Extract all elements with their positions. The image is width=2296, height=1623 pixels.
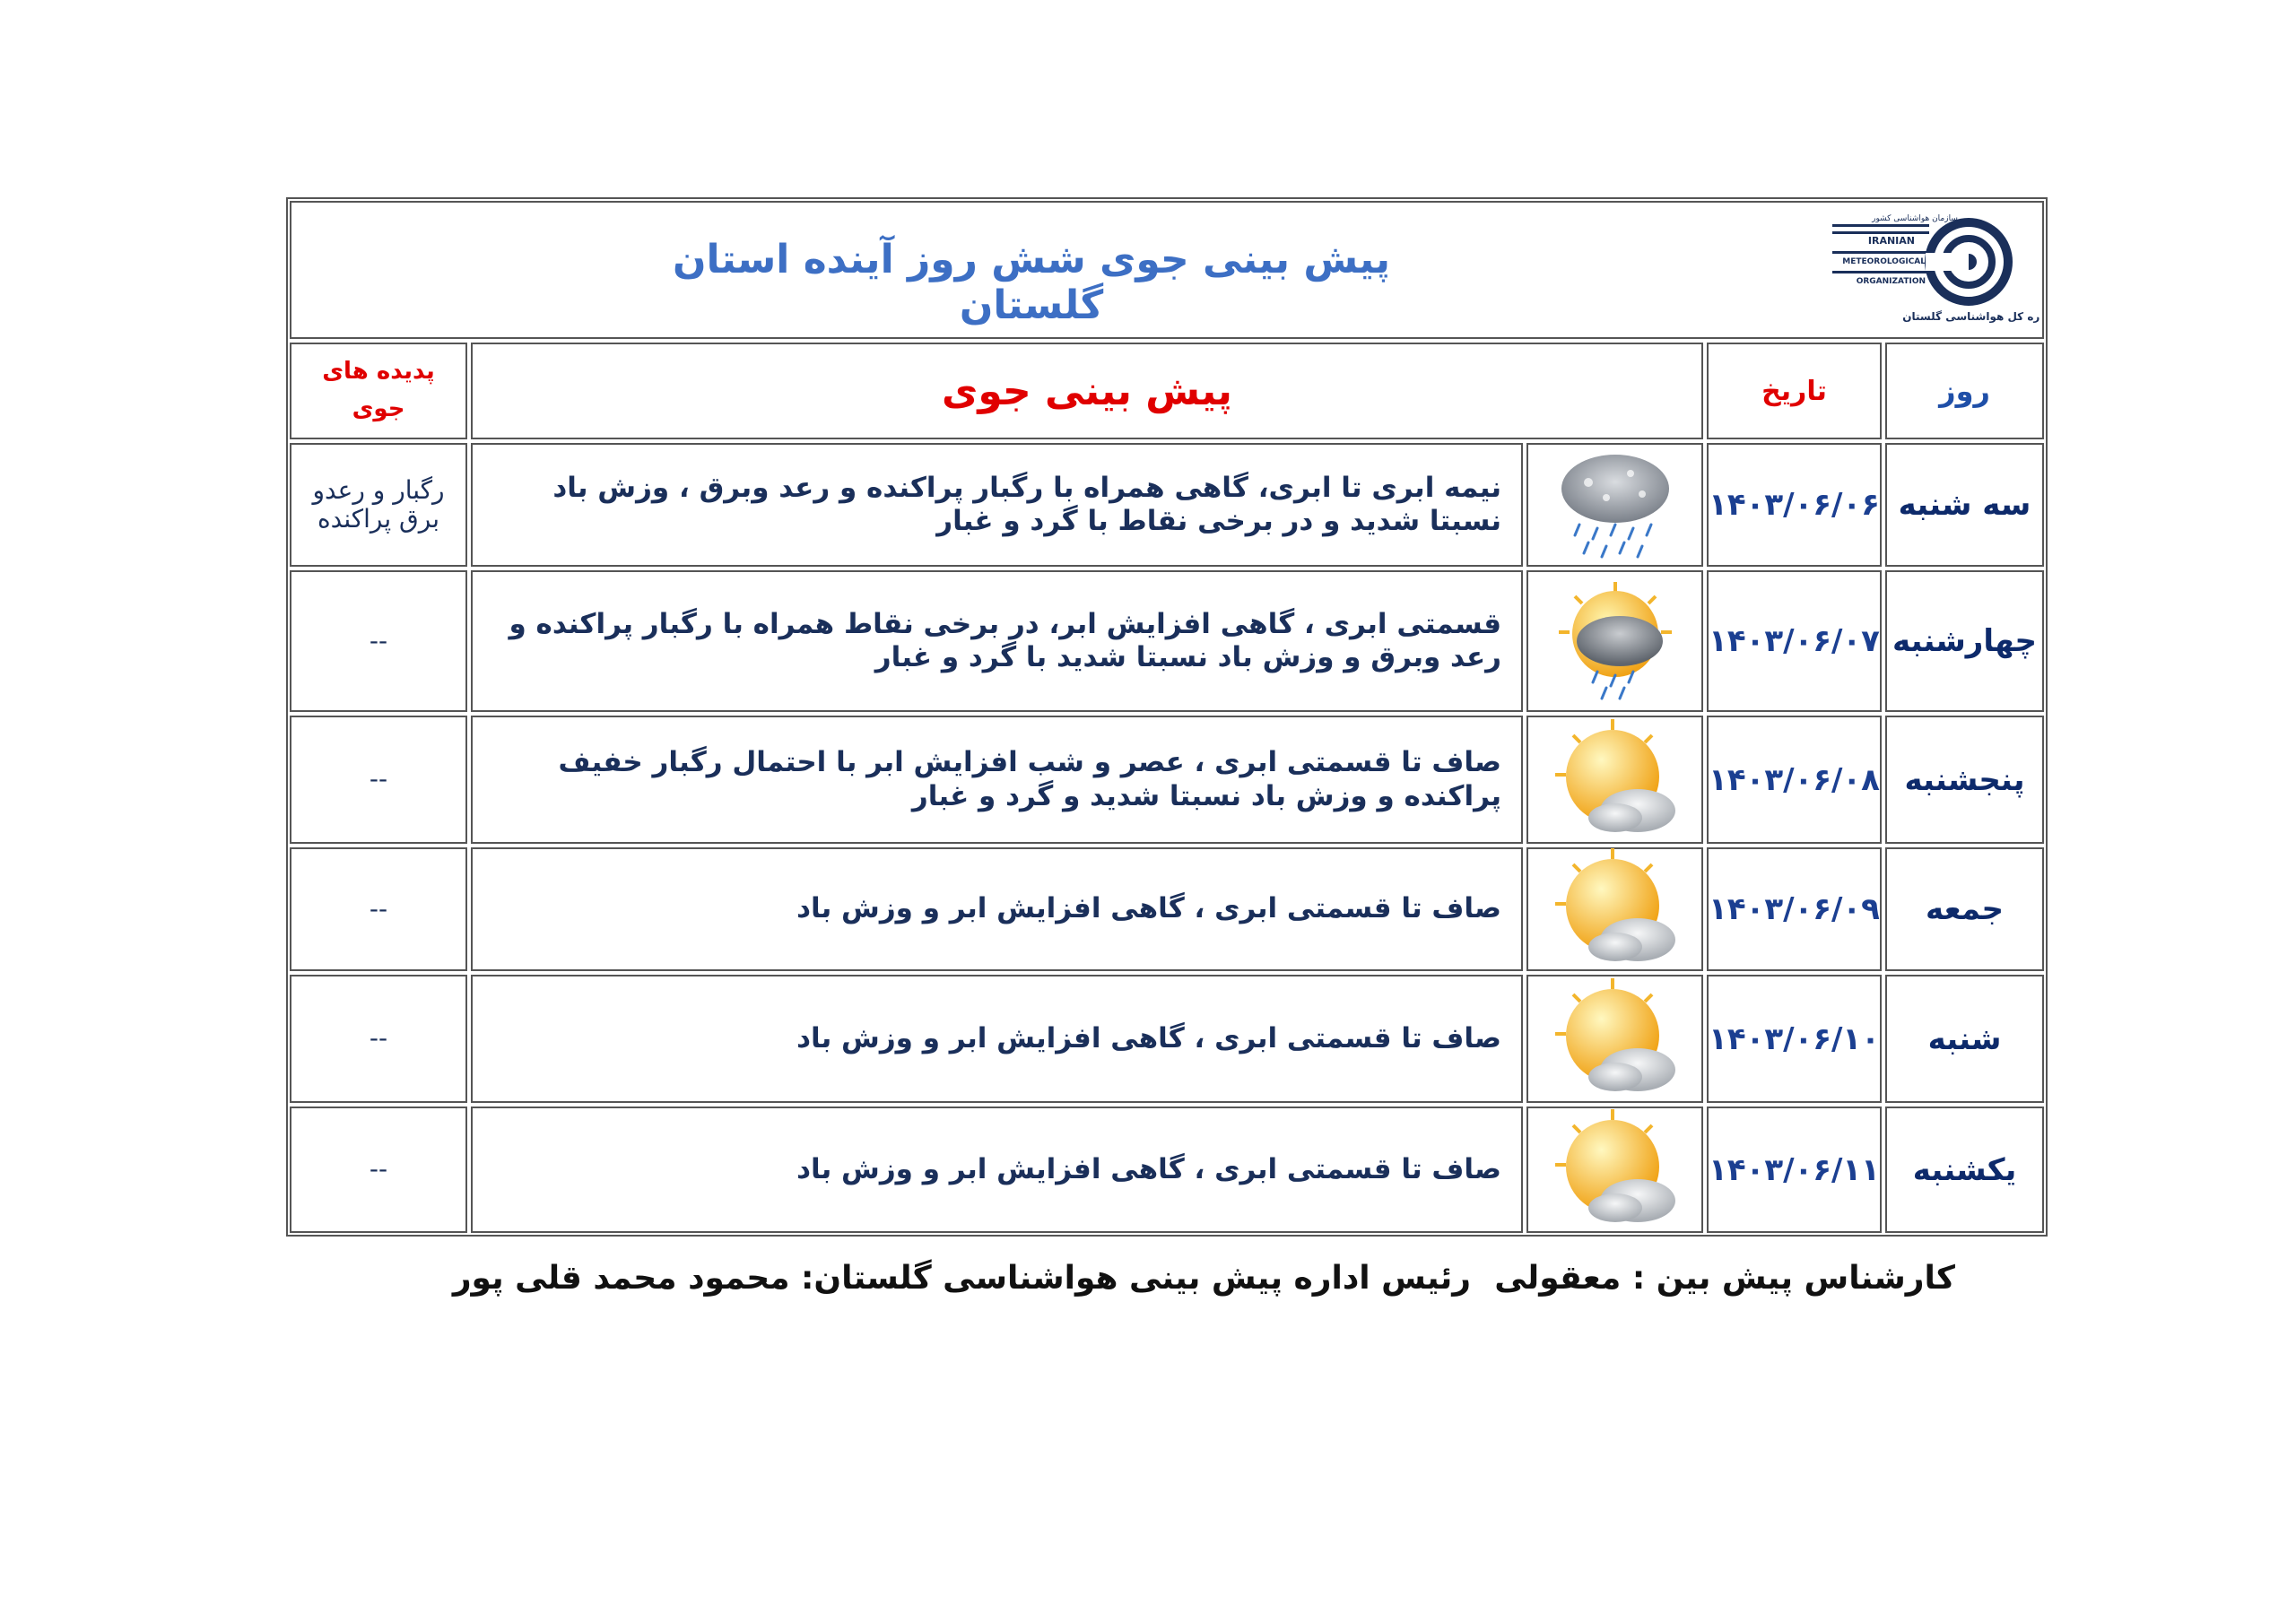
- row-3-day: پنجشنبه: [1885, 716, 2044, 844]
- row-2-date: ۱۴۰۳/۰۶/۰۷: [1707, 570, 1882, 712]
- partly-cloudy-icon: [1548, 717, 1683, 843]
- row-5-day: شنبه: [1885, 975, 2044, 1103]
- row-4-phenomena: --: [290, 847, 467, 971]
- sun-cloud-rain-icon: [1548, 578, 1683, 704]
- row-4-date: ۱۴۰۳/۰۶/۰۹: [1707, 847, 1882, 971]
- phenomena-header-line2: جوی: [352, 395, 405, 422]
- department-head-signature: رئیس اداره پیش بینی هواشناسی گلستان: محمود محمد قلی پور: [452, 1259, 1471, 1297]
- row-6-day: یکشنبه: [1885, 1107, 2044, 1233]
- row-4-day: جمعه: [1885, 847, 2044, 971]
- rain-cloud-icon: [1548, 442, 1683, 568]
- svg-text:ORGANIZATION: ORGANIZATION: [1856, 277, 1926, 286]
- row-1-forecast: نیمه ابری تا ابری، گاهی همراه با رگبار پراکنده و رعد وبرق ، وزش باد نسبتا شدید و در برخی نقاط با گرد و غبار: [471, 443, 1523, 567]
- column-header-date: تاریخ: [1707, 343, 1882, 439]
- row-2-icon-cell: [1526, 570, 1703, 712]
- row-6-date: ۱۴۰۳/۰۶/۱۱: [1707, 1107, 1882, 1233]
- row-5-date: ۱۴۰۳/۰۶/۱۰: [1707, 975, 1882, 1103]
- page-title: پیش بینی جوی شش روز آینده استان گلستان: [673, 237, 1390, 328]
- row-3-date: ۱۴۰۳/۰۶/۰۸: [1707, 716, 1882, 844]
- row-4-icon-cell: [1526, 847, 1703, 971]
- row-1-icon-cell: [1526, 443, 1703, 567]
- row-2-forecast: قسمتی ابری ، گاهی افزایش ابر، در برخی نقاط همراه با رگبار پراکنده و رعد وبرق و وزش باد نسبتا شدید با گرد و غبار: [471, 570, 1523, 712]
- row-6-forecast: صاف تا قسمتی ابری ، گاهی افزایش ابر و وزش باد: [471, 1107, 1523, 1233]
- svg-text:IRANIAN: IRANIAN: [1867, 235, 1915, 247]
- partly-cloudy-icon: [1548, 846, 1683, 972]
- row-6-icon-cell: [1526, 1107, 1703, 1233]
- row-2-day: چهارشنبه: [1885, 570, 2044, 712]
- forecaster-signature: کارشناس پیش بین : معقولی: [1494, 1259, 1955, 1297]
- row-3-phenomena: --: [290, 716, 467, 844]
- row-6-phenomena: --: [290, 1107, 467, 1233]
- column-header-phenomena: [290, 343, 467, 439]
- svg-text:METEOROLOGICAL: METEOROLOGICAL: [1842, 257, 1926, 266]
- row-4-forecast: صاف تا قسمتی ابری ، گاهی افزایش ابر و وزش باد: [471, 847, 1523, 971]
- row-2-phenomena: --: [290, 570, 467, 712]
- organization-logo: [1825, 208, 2040, 334]
- row-1-date: ۱۴۰۳/۰۶/۰۶: [1707, 443, 1882, 567]
- row-5-phenomena: --: [290, 975, 467, 1103]
- partly-cloudy-icon: [1548, 1107, 1683, 1233]
- row-5-forecast: صاف تا قسمتی ابری ، گاهی افزایش ابر و وزش باد: [471, 975, 1523, 1103]
- meteorological-organization-logo: [1825, 208, 2040, 334]
- row-3-forecast: صاف تا قسمتی ابری ، عصر و شب افزایش ابر با احتمال رگبار خفیف پراکنده و وزش باد نسبتا شدید و گرد و غبار: [471, 716, 1523, 844]
- column-header-forecast: پیش بینی جوی: [471, 343, 1703, 439]
- row-1-phenomena: رگبار و رعدو برق پراکنده: [290, 443, 467, 567]
- phenomena-header-line1: پدیده های: [322, 358, 435, 386]
- row-1-day: سه شنبه: [1885, 443, 2044, 567]
- svg-text:اداره کل هواشناسی گلستان: اداره کل هواشناسی گلستان: [1902, 310, 2040, 323]
- partly-cloudy-icon: [1548, 976, 1683, 1102]
- row-3-icon-cell: [1526, 716, 1703, 844]
- svg-text:سازمان هواشناسی کشور: سازمان هواشناسی کشور: [1872, 214, 1958, 223]
- column-header-day: روز: [1885, 343, 2044, 439]
- row-5-icon-cell: [1526, 975, 1703, 1103]
